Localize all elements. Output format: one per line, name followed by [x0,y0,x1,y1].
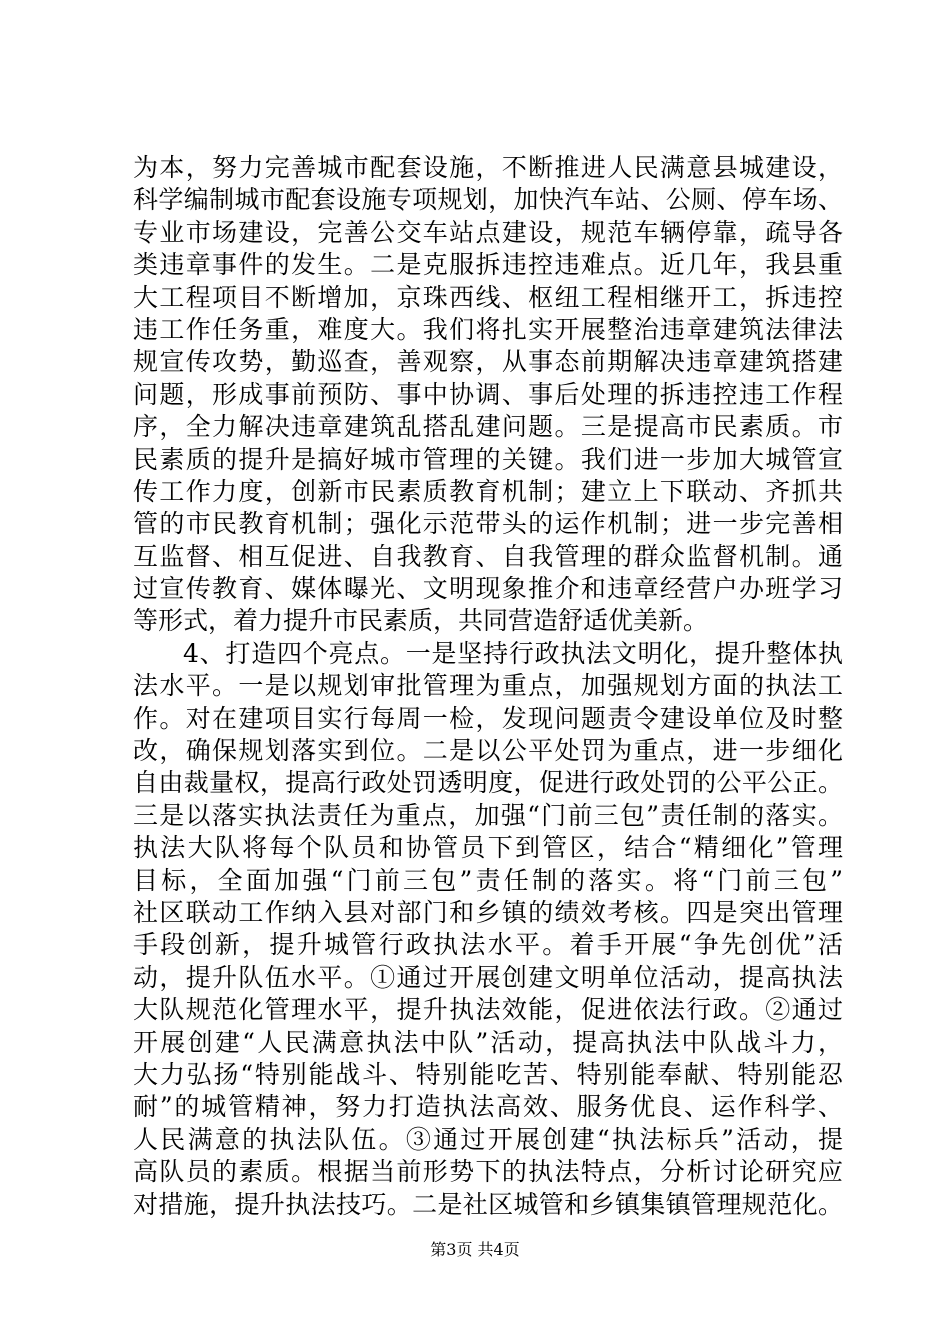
text-line: 社区联动工作纳入县对部门和乡镇的绩效考核。四是突出管理 [133,897,843,927]
text-line: 问题，形成事前预防、事中协调、事后处理的拆违控违工作程 [133,379,843,409]
text-line: 大队规范化管理水平，提升执法效能，促进依法行政。②通过 [133,995,843,1025]
text-line: 为本，努力完善城市配套设施，不断推进人民满意县城建设， [133,153,843,182]
text-line: 互监督、相互促进、自我教育、自我管理的群众监督机制。通 [133,541,843,571]
text-line: 过宣传教育、媒体曝光、文明现象推介和违章经营户办班学习 [133,574,843,604]
text-line: 专业市场建设，完善公交车站点建设，规范车辆停靠，疏导各 [133,217,843,247]
text-line: 改，确保规划落实到位。二是以公平处罚为重点，进一步细化 [133,736,843,766]
text-line: 自由裁量权，提高行政处罚透明度，促进行政处罚的公平公正。 [133,768,843,798]
text-line: 违工作任务重，难度大。我们将扎实开展整治违章建筑法律法 [133,314,843,344]
text-line: 序，全力解决违章建筑乱搭乱建问题。三是提高市民素质。市 [133,412,843,442]
text-line: 4、打造四个亮点。一是坚持行政执法文明化，提升整体执 [183,638,843,668]
text-line: 目标，全面加强“门前三包”责任制的落实。将“门前三包” [133,865,843,895]
text-line: 科学编制城市配套设施专项规划，加快汽车站、公厕、停车场、 [133,185,843,215]
text-line: 动，提升队伍水平。①通过开展创建文明单位活动，提高执法 [133,962,843,992]
text-line: 作。对在建项目实行每周一检，发现问题责令建设单位及时整 [133,703,843,733]
text-line: 三是以落实执法责任为重点，加强“门前三包”责任制的落实。 [133,800,843,830]
text-line: 管的市民教育机制；强化示范带头的运作机制；进一步完善相 [133,509,843,539]
document-body [133,152,843,1221]
text-line: 执法大队将每个队员和协管员下到管区，结合“精细化”管理 [133,833,843,863]
page-number-footer: 第3页 共4页 [430,1240,520,1259]
text-line: 对措施，提升执法技巧。二是社区城管和乡镇集镇管理规范化。 [133,1189,843,1219]
text-line: 大力弘扬“特别能战斗、特别能吃苦、特别能奉献、特别能忍 [133,1059,843,1089]
text-line: 高队员的素质。根据当前形势下的执法特点，分析讨论研究应 [133,1157,843,1187]
text-line: 耐”的城管精神，努力打造执法高效、服务优良、运作科学、 [133,1092,843,1122]
text-line: 人民满意的执法队伍。③通过开展创建“执法标兵”活动，提 [133,1124,843,1154]
text-line: 大工程项目不断增加，京珠西线、枢纽工程相继开工，拆违控 [133,282,843,312]
text-line: 手段创新，提升城管行政执法水平。着手开展“争先创优”活 [133,930,843,960]
text-line: 规宣传攻势，勤巡查，善观察，从事态前期解决违章建筑搭建 [133,347,843,377]
text-line: 法水平。一是以规划审批管理为重点，加强规划方面的执法工 [133,671,843,701]
text-line: 民素质的提升是搞好城市管理的关键。我们进一步加大城管宣 [133,444,843,474]
text-line: 类违章事件的发生。二是克服拆违控违难点。近几年，我县重 [133,250,843,280]
text-line: 传工作力度，创新市民素质教育机制；建立上下联动、齐抓共 [133,476,843,506]
text-line: 开展创建“人民满意执法中队”活动，提高执法中队战斗力， [133,1027,843,1057]
text-line: 等形式，着力提升市民素质，共同营造舒适优美新。 [133,606,709,636]
